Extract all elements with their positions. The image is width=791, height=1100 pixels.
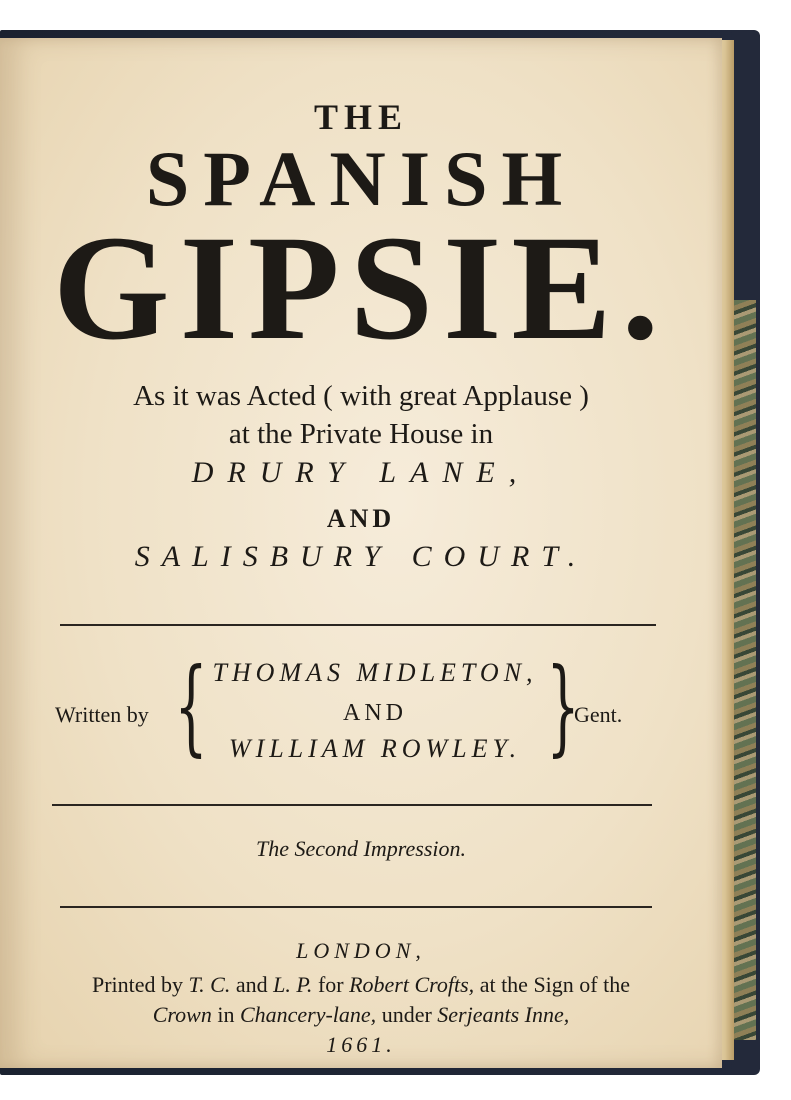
author-middleton: THOMAS MIDLETON,	[212, 658, 538, 687]
title-page	[0, 38, 722, 1068]
bookseller-name: Robert Crofts,	[349, 972, 475, 997]
title-line-the: THE	[313, 97, 409, 137]
subtitle-acted: As it was Acted ( with great Applause )	[133, 380, 589, 412]
subtitle-salisbury-court: SALISBURY COURT.	[134, 540, 588, 573]
title-line-spanish: SPANISH	[145, 135, 577, 222]
subtitle-and: AND	[326, 504, 396, 533]
written-by-label: Written by	[55, 702, 149, 727]
title-line-gipsie: GIPSIE.	[52, 205, 670, 371]
divider-rule	[52, 804, 652, 806]
printer-initials-lp: L. P.	[273, 972, 313, 997]
subtitle-drury-lane: DRURY LANE,	[191, 456, 531, 489]
subtitle-private-house: at the Private House in	[228, 418, 494, 450]
imprint-text: at the Sign of the	[474, 972, 630, 997]
divider-rule	[60, 906, 652, 908]
author-rowley: WILLIAM ROWLEY.	[228, 734, 522, 763]
printer-initials-tc: T. C.	[188, 972, 231, 997]
gent-label: Gent.	[574, 702, 623, 727]
imprint-text: for	[312, 972, 350, 997]
edition-note: The Second Impression.	[256, 836, 466, 861]
imprint-text: and	[230, 972, 274, 997]
right-brace: }	[546, 645, 580, 767]
imprint-text: Printed by	[91, 972, 189, 997]
divider-rule	[60, 624, 656, 626]
imprint-text: under	[376, 1002, 438, 1027]
left-brace: {	[174, 645, 208, 767]
author-conjunction: AND	[343, 700, 407, 726]
imprint-printer-line	[0, 972, 722, 998]
sign-name: Crown	[152, 1002, 212, 1027]
imprint-address-line	[0, 1002, 722, 1028]
imprint-year: 1661.	[326, 1032, 396, 1057]
imprint-text: in	[211, 1002, 240, 1027]
imprint-city: LONDON,	[296, 938, 426, 963]
inn-name: Serjeants Inne,	[437, 1002, 570, 1027]
street-name: Chancery-lane,	[239, 1002, 377, 1027]
marbled-edge	[732, 300, 756, 1040]
